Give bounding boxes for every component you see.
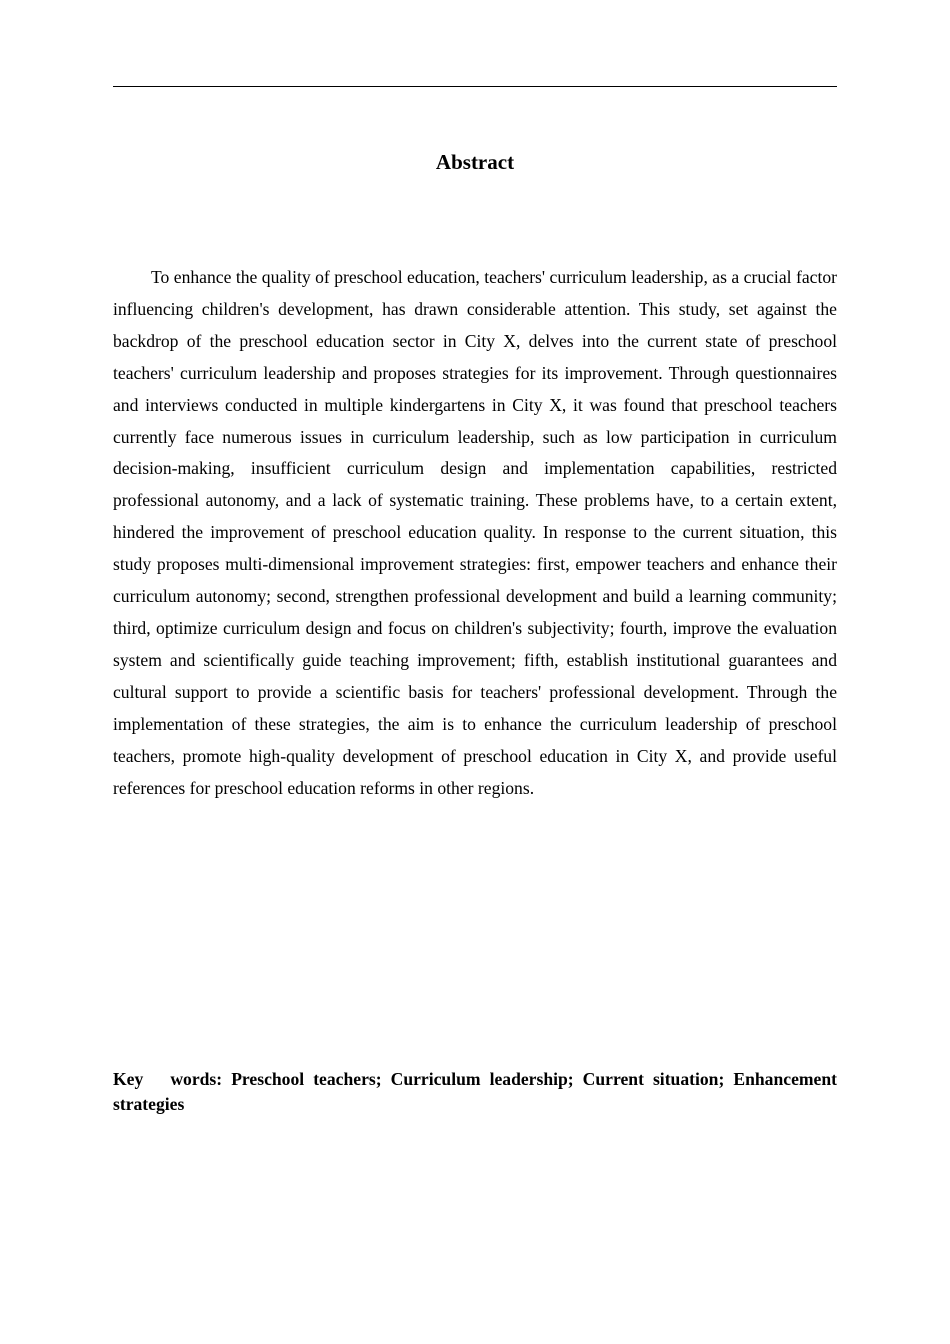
keywords-line <box>113 1067 837 1117</box>
abstract-title: Abstract <box>435 150 515 174</box>
keywords-label: Key words: <box>113 1069 223 1089</box>
keywords-text: Preschool teachers; Curriculum leadership; Current situation; Enhancement strategies <box>113 1069 837 1114</box>
header-rule <box>113 86 837 87</box>
abstract-paragraph: To enhance the quality of preschool education, teachers' curriculum leadership, as a crucial factor influencing children's development, has drawn considerable attention. This study, set against the backdrop of the preschool education sector in City X, delves into the current state of preschool teachers' curriculum leadership and proposes strategies for its improvement. Through questionnaires and interviews conducted in multiple kindergartens in City X, it was found that preschool teachers currently face numerous issues in curriculum leadership, such as low participation in curriculum decision-making, insufficient curriculum design and implementation capabilities, restricted professional autonomy, and a lack of systematic training. These problems have, to a certain extent, hindered the improvement of preschool education quality. In response to the current situation, this study proposes multi-dimensional improvement strategies: first, empower teachers and enhance their curriculum autonomy; second, strengthen professional development and build a learning community; third, optimize curriculum design and focus on children's subjectivity; fourth, improve the evaluation system and scientifically guide teaching improvement; fifth, establish institutional guarantees and cultural support to provide a scientific basis for teachers' professional development. Through the implementation of these strategies, the aim is to enhance the curriculum leadership of preschool teachers, promote high-quality development of preschool education in City X, and provide useful references for preschool education reforms in other regions. <box>113 267 837 798</box>
